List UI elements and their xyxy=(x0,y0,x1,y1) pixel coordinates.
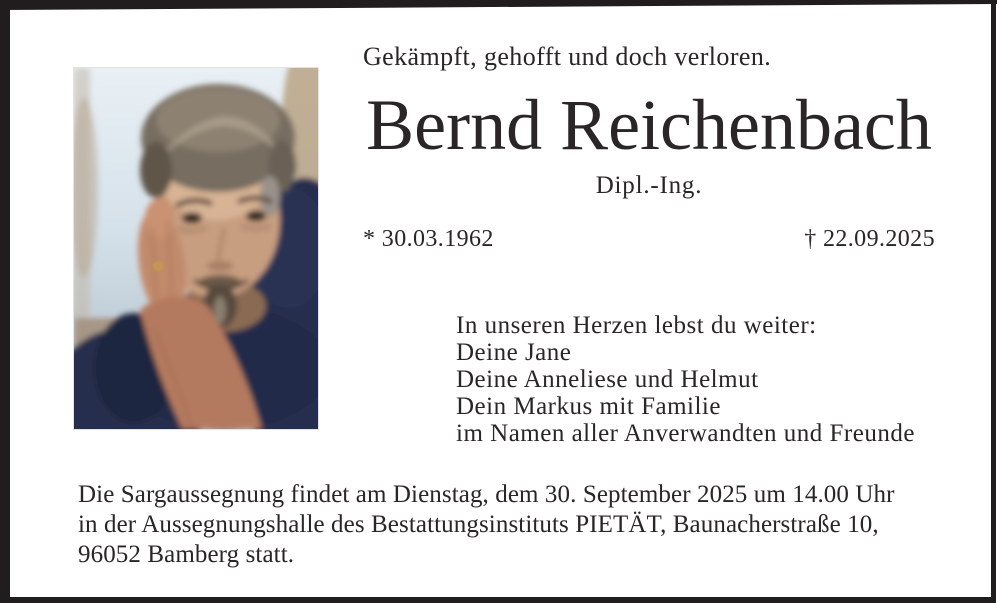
frame-border-top xyxy=(0,0,997,10)
funeral-info-line: Die Sargaussegnung findet am Dienstag, dem 30. September 2025 um 14.00 Uhr xyxy=(78,481,895,508)
frame-border-bottom xyxy=(0,597,996,603)
birth-date: * 30.03.1962 xyxy=(363,226,494,252)
tribute-line: Deine Jane xyxy=(456,339,572,366)
funeral-info-line: in der Aussegnungshalle des Bestattungsinstituts PIETÄT, Baunacherstraße 10, xyxy=(78,511,879,538)
funeral-info-line: 96052 Bamberg statt. xyxy=(78,541,295,568)
funeral-info-block xyxy=(78,480,895,570)
portrait-photo xyxy=(74,68,318,429)
tribute-line: In unseren Herzen lebst du weiter: xyxy=(456,312,817,339)
deceased-name: Bernd Reichenbach xyxy=(366,85,932,165)
tribute-line: Dein Markus mit Familie xyxy=(456,393,721,420)
frame-border-left xyxy=(0,0,10,603)
frame-border-right xyxy=(991,0,996,600)
life-dates xyxy=(363,226,935,253)
death-date: † 22.09.2025 xyxy=(804,226,935,252)
deceased-title: Dipl.-Ing. xyxy=(595,172,703,199)
tribute-block xyxy=(456,312,915,447)
tribute-line: im Namen aller Anverwandten und Freunde xyxy=(456,420,915,447)
tribute-line: Deine Anneliese und Helmut xyxy=(456,366,759,393)
portrait-photo-illustration xyxy=(74,68,318,429)
epigraph-text: Gekämpft, gehofft und doch verloren. xyxy=(363,42,772,71)
